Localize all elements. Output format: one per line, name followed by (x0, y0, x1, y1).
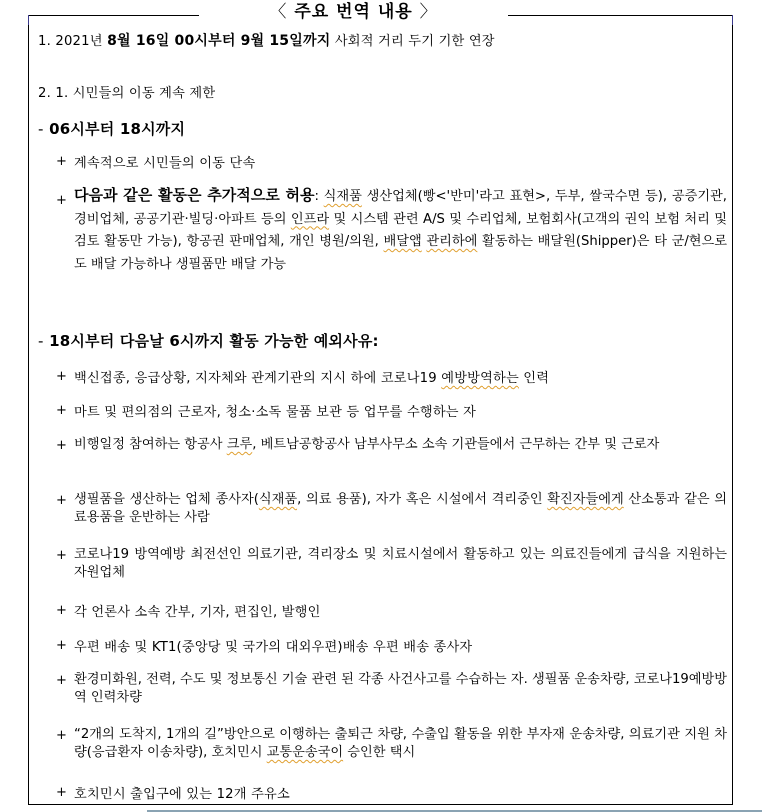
list-item-text: 계속적으로 시민들의 이동 단속 (74, 156, 256, 171)
list-item-text: 마트 및 편의점의 근로자, 청소·소독 물품 보관 등 업무를 수행하는 자 (74, 405, 477, 420)
spellcheck-word: 식재품 (323, 189, 362, 204)
spellcheck-word: 크루 (226, 437, 253, 452)
bullet-marker: + (56, 403, 67, 418)
bullet-marker: + (56, 785, 67, 800)
bullet-marker: + (56, 638, 67, 653)
frame-top-border-left (28, 15, 199, 16)
list-item (74, 436, 727, 454)
section-day-heading (38, 118, 185, 139)
item-2-text: 2. 1. 시민들의 이동 계속 제한 (38, 86, 216, 101)
title-text: 주요 번역 내용 (294, 2, 413, 22)
spellcheck-word: 배달앱 (383, 234, 422, 249)
bullet-marker: + (56, 154, 67, 169)
bullet-marker: + (56, 673, 67, 688)
list-item-text: 생산업체(빵<'반미'라고 표현>, 두부, 쌀국수면 등), 공증기관, 경비업체, 공공기관·빌딩·아파트 등의 (74, 189, 727, 227)
spellcheck-word: 인프라 (290, 211, 330, 227)
list-item (74, 546, 727, 582)
list-item (74, 601, 321, 620)
colon: : (314, 189, 319, 204)
section-night-dash: - (38, 332, 44, 350)
list-item (74, 152, 255, 171)
section-day-dash: - (38, 120, 44, 138)
bullet-marker: + (56, 603, 67, 618)
list-item-text: 환경미화원, 전력, 수도 및 정보통신 기술 관련 된 각종 사건사고를 수습하는 자. 생필품 운송차량, 코로나19예방방역 인력차량 (74, 672, 727, 705)
spellcheck-word: 관리하에 (426, 234, 478, 249)
list-item-text: 활동하는 배달원(Shipper)은 타 군/현으로도 배달 가능하나 생필품만 배달 가능 (74, 234, 727, 272)
list-item-text: 비행일정 참여하는 항공사 (74, 437, 227, 452)
list-item (74, 636, 472, 655)
list-item (74, 783, 290, 802)
item-1-prefix: 1. 2021년 (38, 34, 108, 49)
list-item-text: 코로나19 방역예방 최전선인 의료기관, 격리장소 및 치료시설에서 활동하고 있는 의료진들에게 급식을 지원하는 자원업체 (74, 547, 727, 580)
item-1-bold-dates: 8월 16일 00시부터 9월 15일까지 (107, 33, 331, 49)
list-item-text: 인력 (518, 371, 550, 386)
document-title (199, 0, 508, 22)
bullet-marker: + (56, 369, 67, 384)
section-day-heading-text: 06시부터 18시까지 (49, 120, 186, 138)
bullet-marker: + (56, 193, 67, 208)
list-item-text: , 베트남공항공사 남부사무소 소속 기관들에서 근무하는 간부 및 근로자 (252, 437, 660, 452)
item-2 (38, 82, 215, 101)
list-item-text: 호치민시 출입구에 있는 12개 주유소 (74, 787, 290, 802)
spellcheck-word: 예방방역하는 (441, 371, 519, 386)
list-item-text: 각 언론사 소속 간부, 기자, 편집인, 발행인 (74, 605, 321, 620)
bullet-marker: + (56, 438, 67, 453)
frame-top-border-right (508, 15, 733, 16)
section-night-heading (38, 330, 379, 351)
list-item-text: “2개의 도착지, 1개의 길”방안으로 이행하는 출퇴근 차량, 수출입 활동을 위한 부자재 운송차량, 의료기관 지원 차량(응급환자 이송차량), 호치민시 (74, 727, 727, 760)
spellcheck-word: 확진자들에게 (547, 492, 624, 507)
title-close-bracket: 〉 (419, 2, 438, 22)
frame-corner-accent-right (732, 15, 733, 25)
list-item (74, 184, 727, 276)
spellcheck-word: 교통운송국이 (266, 745, 344, 760)
list-item-text: 승인한 택시 (343, 745, 416, 760)
list-item-text: 우편 배송 및 KT1(중앙당 및 국가의 대외우편)배송 우편 배송 종사자 (74, 640, 473, 655)
bullet-marker: + (56, 728, 67, 743)
list-item (74, 401, 476, 420)
bullet-marker: + (56, 493, 67, 508)
list-item-text: 생필품을 생산하는 업체 종사자( (74, 492, 259, 507)
list-item (74, 367, 549, 386)
list-item-text: 및 시스템 관련 A/S 및 수리업체, 보험회사(고객의 권익 보험 처리 및 검토 활동만 가능), 항공권 판매업체, 개인 병원/의원, (74, 211, 727, 249)
list-item (74, 671, 727, 707)
allowed-activities-lead: 다음과 같은 활동은 추가적으로 허용 (74, 186, 315, 204)
spellcheck-word: 식재품 (258, 492, 298, 507)
list-item-text: , 의료 용품), 자가 혹은 시설에서 격리중인 (297, 492, 548, 507)
list-item-text: 백신접종, 응급상황, 지자체와 관계기관의 지시 하에 코로나19 (74, 371, 442, 386)
section-night-heading-text: 18시부터 다음날 6시까지 활동 가능한 예외사유: (49, 332, 379, 350)
list-item-text: 산소통과 같은 의료용품을 운반하는 사람 (74, 492, 727, 525)
bullet-marker: + (56, 548, 67, 563)
title-open-bracket: 〈 (269, 2, 288, 22)
frame-corner-accent-left (28, 15, 29, 25)
list-item (74, 726, 727, 762)
item-1-suffix: 사회적 거리 두기 기한 연장 (330, 34, 495, 49)
list-item (74, 491, 727, 527)
item-1 (38, 30, 495, 50)
